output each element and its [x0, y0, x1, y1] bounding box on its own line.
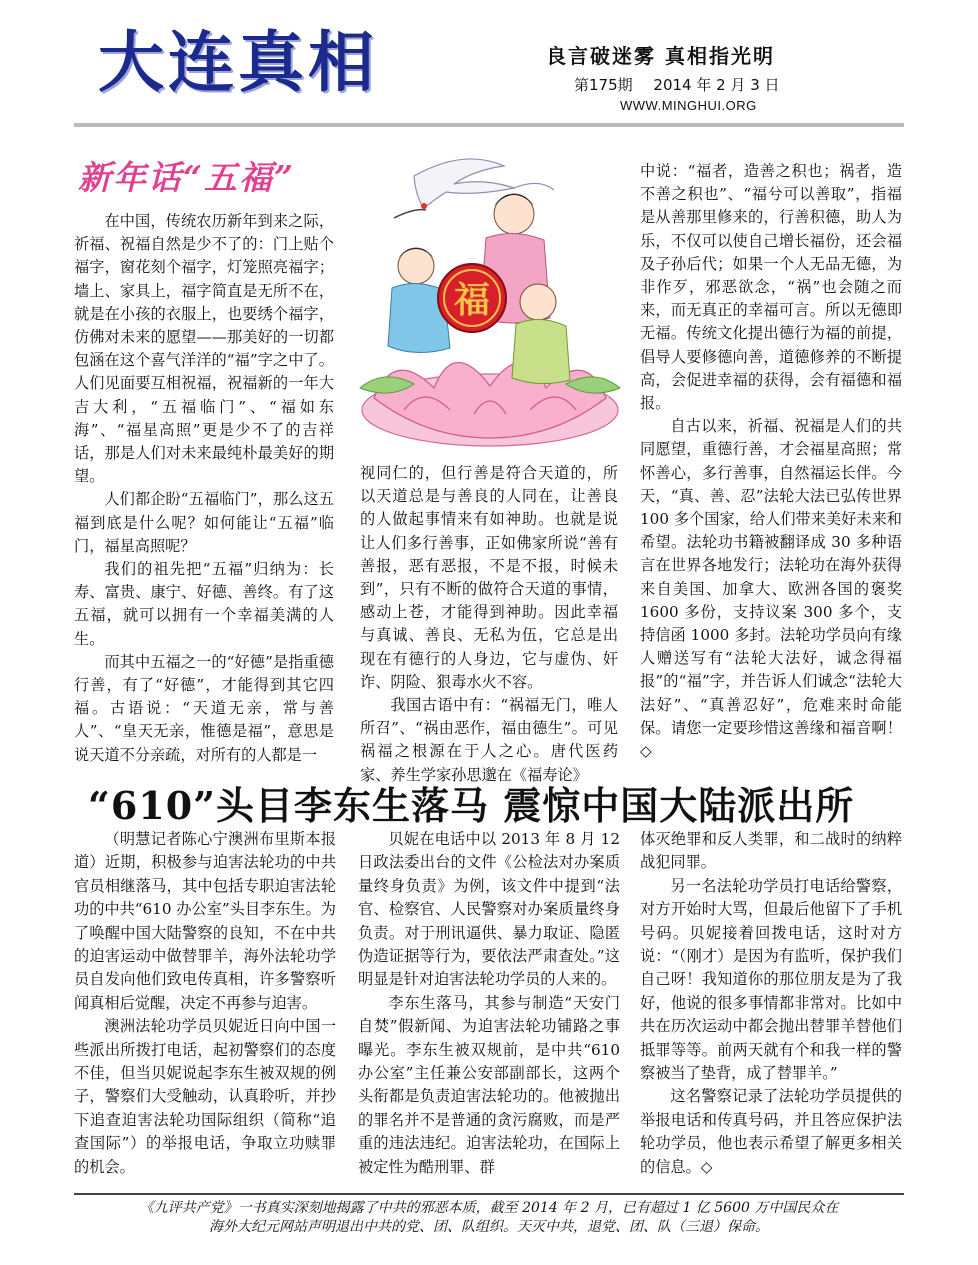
article1-column-1 [74, 210, 334, 767]
paragraph: 在中国，传统农历新年到来之际，祈福、祝福自然是少不了的：门上贴个福字，窗花刻个福字，灯笼照亮福字；墙上、家具上，福字简直是无所不在，就是在小孩的衣服上，也要绣个福字，仿佛对未来的愿望——那美好的一切都包涵在这个喜气洋洋的“福”字之中了。人们见面要互相祝福，祝福新的一年大吉大利，“五福临门”、“福如东海”、“福星高照”更是少不了的吉祥话，那是人们对未来最纯朴最美好的期望。 [74, 212, 334, 486]
paragraph: 李东生落马，其参与制造“天安门自焚”假新闻、为迫害法轮功铺路之事曝光。李东生被双规前，是中共“610 办公室”主任兼公安部副部长，这两个头衔都是负责迫害法轮功的。他被抛出的罪名并不是普通的贪污腐败，而是严重的违法违纪。迫害法轮功，在国际上被定性为酷刑罪、群 [358, 993, 620, 1176]
paragraph: 澳洲法轮功学员贝妮近日向中国一些派出所拨打电话，起初警察们的态度不佳，但当贝妮说起李东生被双规的例子，警察们大受触动，认真聆听，并抄下追查迫害法轮功国际组织（简称“追查国际”）的举报电话，争取立功赎罪的机会。 [74, 1017, 336, 1176]
paragraph: 贝妮在电话中以 2013 年 8 月 12 日政法委出台的文件《公检法对办案质量终身负责》为例，该文件中提到“法官、检察官、人民警察对办案质量终身负责。对于刑讯逼供、暴力取证、隐匿伪造证据等行为，要依法严肃查处。”这明显是针对迫害法轮功学员的人来的。 [358, 830, 620, 989]
new-year-fu-illustration [354, 148, 626, 454]
article2-headline: “610”头目李东生落马 震惊中国大陆派出所 [88, 783, 855, 828]
site-url[interactable]: WWW.MINGHUI.ORG [620, 98, 757, 113]
paragraph: （明慧记者陈心宁澳洲布里斯本报道）近期，积极参与迫害法轮功的中共官员相继落马，其中包括专职迫害法轮功的中共“610 办公室”头目李东生。为了唤醒中国大陆警察的良知，不在中共的迫害运动中做替罪羊，海外法轮功学员自发向他们致电传真相，许多警察听闻真相后觉醒，决定不再参与迫害。 [74, 830, 336, 1012]
paragraph: 而其中五福之一的“好德”是指重德行善，有了“好德”，才能得到其它四福。古语说：“天道无亲，常与善人”、“皇天无亲，惟德是福”，意思是说天道不分亲疏，对所有的人都是一 [74, 652, 334, 764]
paragraph: 体灭绝罪和反人类罪，和二战时的纳粹战犯同罪。 [640, 830, 902, 872]
article1-column-3 [640, 160, 902, 763]
article1-headline: 新年话“五福” [78, 158, 295, 197]
fu-character: 福 [453, 280, 491, 321]
paragraph: 我们的祖先把“五福”归纳为：长寿、富贵、康宁、好德、善终。有了这五福，就可以拥有一个幸福美满的人生。 [74, 560, 334, 648]
issue-date: 2014 年 2 月 3 日 [653, 76, 780, 94]
issue-number: 第175期 [574, 76, 633, 94]
footer-divider [74, 1193, 904, 1195]
article2-column-1 [74, 828, 336, 1179]
masthead-divider [74, 123, 904, 127]
footer-notice [74, 1199, 904, 1237]
paragraph: 自古以来，祈福、祝福是人们的共同愿望，重德行善，才会福星高照；常怀善心，多行善事，自然福运长伴。今天，“真、善、忍”法轮大法已弘传世界 100 多个国家，给人们带来美好未来和希望。法轮功书籍被翻译成 30 多种语言在世界各地发行；法轮功在海外获得来自美国、加拿大、欧洲各国的褒奖 1600 多份，支持议案 300 多个，支持信函 1000 多封。法轮功学员向有缘人赠送写有“法轮大法好，诚念得福报”的“福”字，并告诉人们诚念“法轮大法好”、“真善忍好”，危难来时命能保。请您一定要珍惜这善缘和福音啊！◇ [640, 417, 902, 761]
masthead-title: 大连真相 [98, 24, 378, 101]
article2-column-2 [358, 828, 620, 1179]
paragraph: 这名警察记录了法轮功学员提供的举报电话和传真号码，并且答应保护法轮功学员，他也表示希望了解更多相关的信息。◇ [640, 1087, 902, 1176]
footer-line: 《九评共产党》一书真实深刻地揭露了中共的邪恶本质，截至 2014 年 2 月，已有超过 1 亿 5600 万中国民众在 [139, 1200, 839, 1216]
paragraph: 另一名法轮功学员打电话给警察，对方开始时大骂，但最后他留下了手机号码。贝妮接着回拨电话，这时对方说：“（刚才）是因为有监听，保护我们自己呀！我知道你的那位朋友是为了我好，他说的很多事情都非常对。比如中共在历次运动中都会抛出替罪羊替他们抵罪等等。前两天就有个和我一样的警察被当了垫背，成了替罪羊。” [640, 876, 902, 1083]
paragraph: 我国古语中有：“祸福无门，唯人所召”、“祸由恶作，福由德生”。可见祸福之根源在于人之心。唐代医药家、养生学家孙思邈在《福寿论》 [360, 696, 618, 784]
article2-column-3 [640, 828, 902, 1179]
footer-line: 海外大纪元网站声明退出中共的党、团、队组织。天灭中共，退党、团、队（三退）保命。 [209, 1219, 769, 1235]
lotus-icon [360, 362, 620, 446]
masthead-slogan: 良言破迷雾 真相指光明 [546, 44, 775, 68]
fu-disc-icon [438, 264, 506, 332]
paragraph: 中说：“福者，造善之积也；祸者，造不善之积也”、“福兮可以善取”，指福是从善那里修来的，行善积德，助人为乐，不仅可以使自己增长福份，还会福及子孙后代；如果一个人无品无德，为非作歹，邪恶欲念，“祸”也会随之而来，而无真正的幸福可言。所以无德即无福。传统文化提出德行为福的前提，倡导人要修德向善，道德修养的不断提高，会促进幸福的获得，会有福德和福报。 [640, 162, 902, 413]
article1-column-2 [360, 462, 618, 787]
paragraph: 视同仁的，但行善是符合天道的，所以天道总是与善良的人同在，让善良的人做起事情来有如神助。也就是说让人们多行善事，正如佛家所说“善有善报，恶有恶报，不是不报，时候未到”，只有不断的做符合天道的事情，感动上苍，才能得到神助。因此幸福与真诚、善良、无私为伍，它总是出现在有德行的人身边，它与虚伪、奸诈、阴险、狠毒水火不容。 [360, 464, 618, 691]
issue-line [574, 74, 796, 95]
paragraph: 人们都企盼“五福临门”，那么这五福到底是什么呢？如何能让“五福”临门，福星高照呢？ [74, 490, 334, 555]
